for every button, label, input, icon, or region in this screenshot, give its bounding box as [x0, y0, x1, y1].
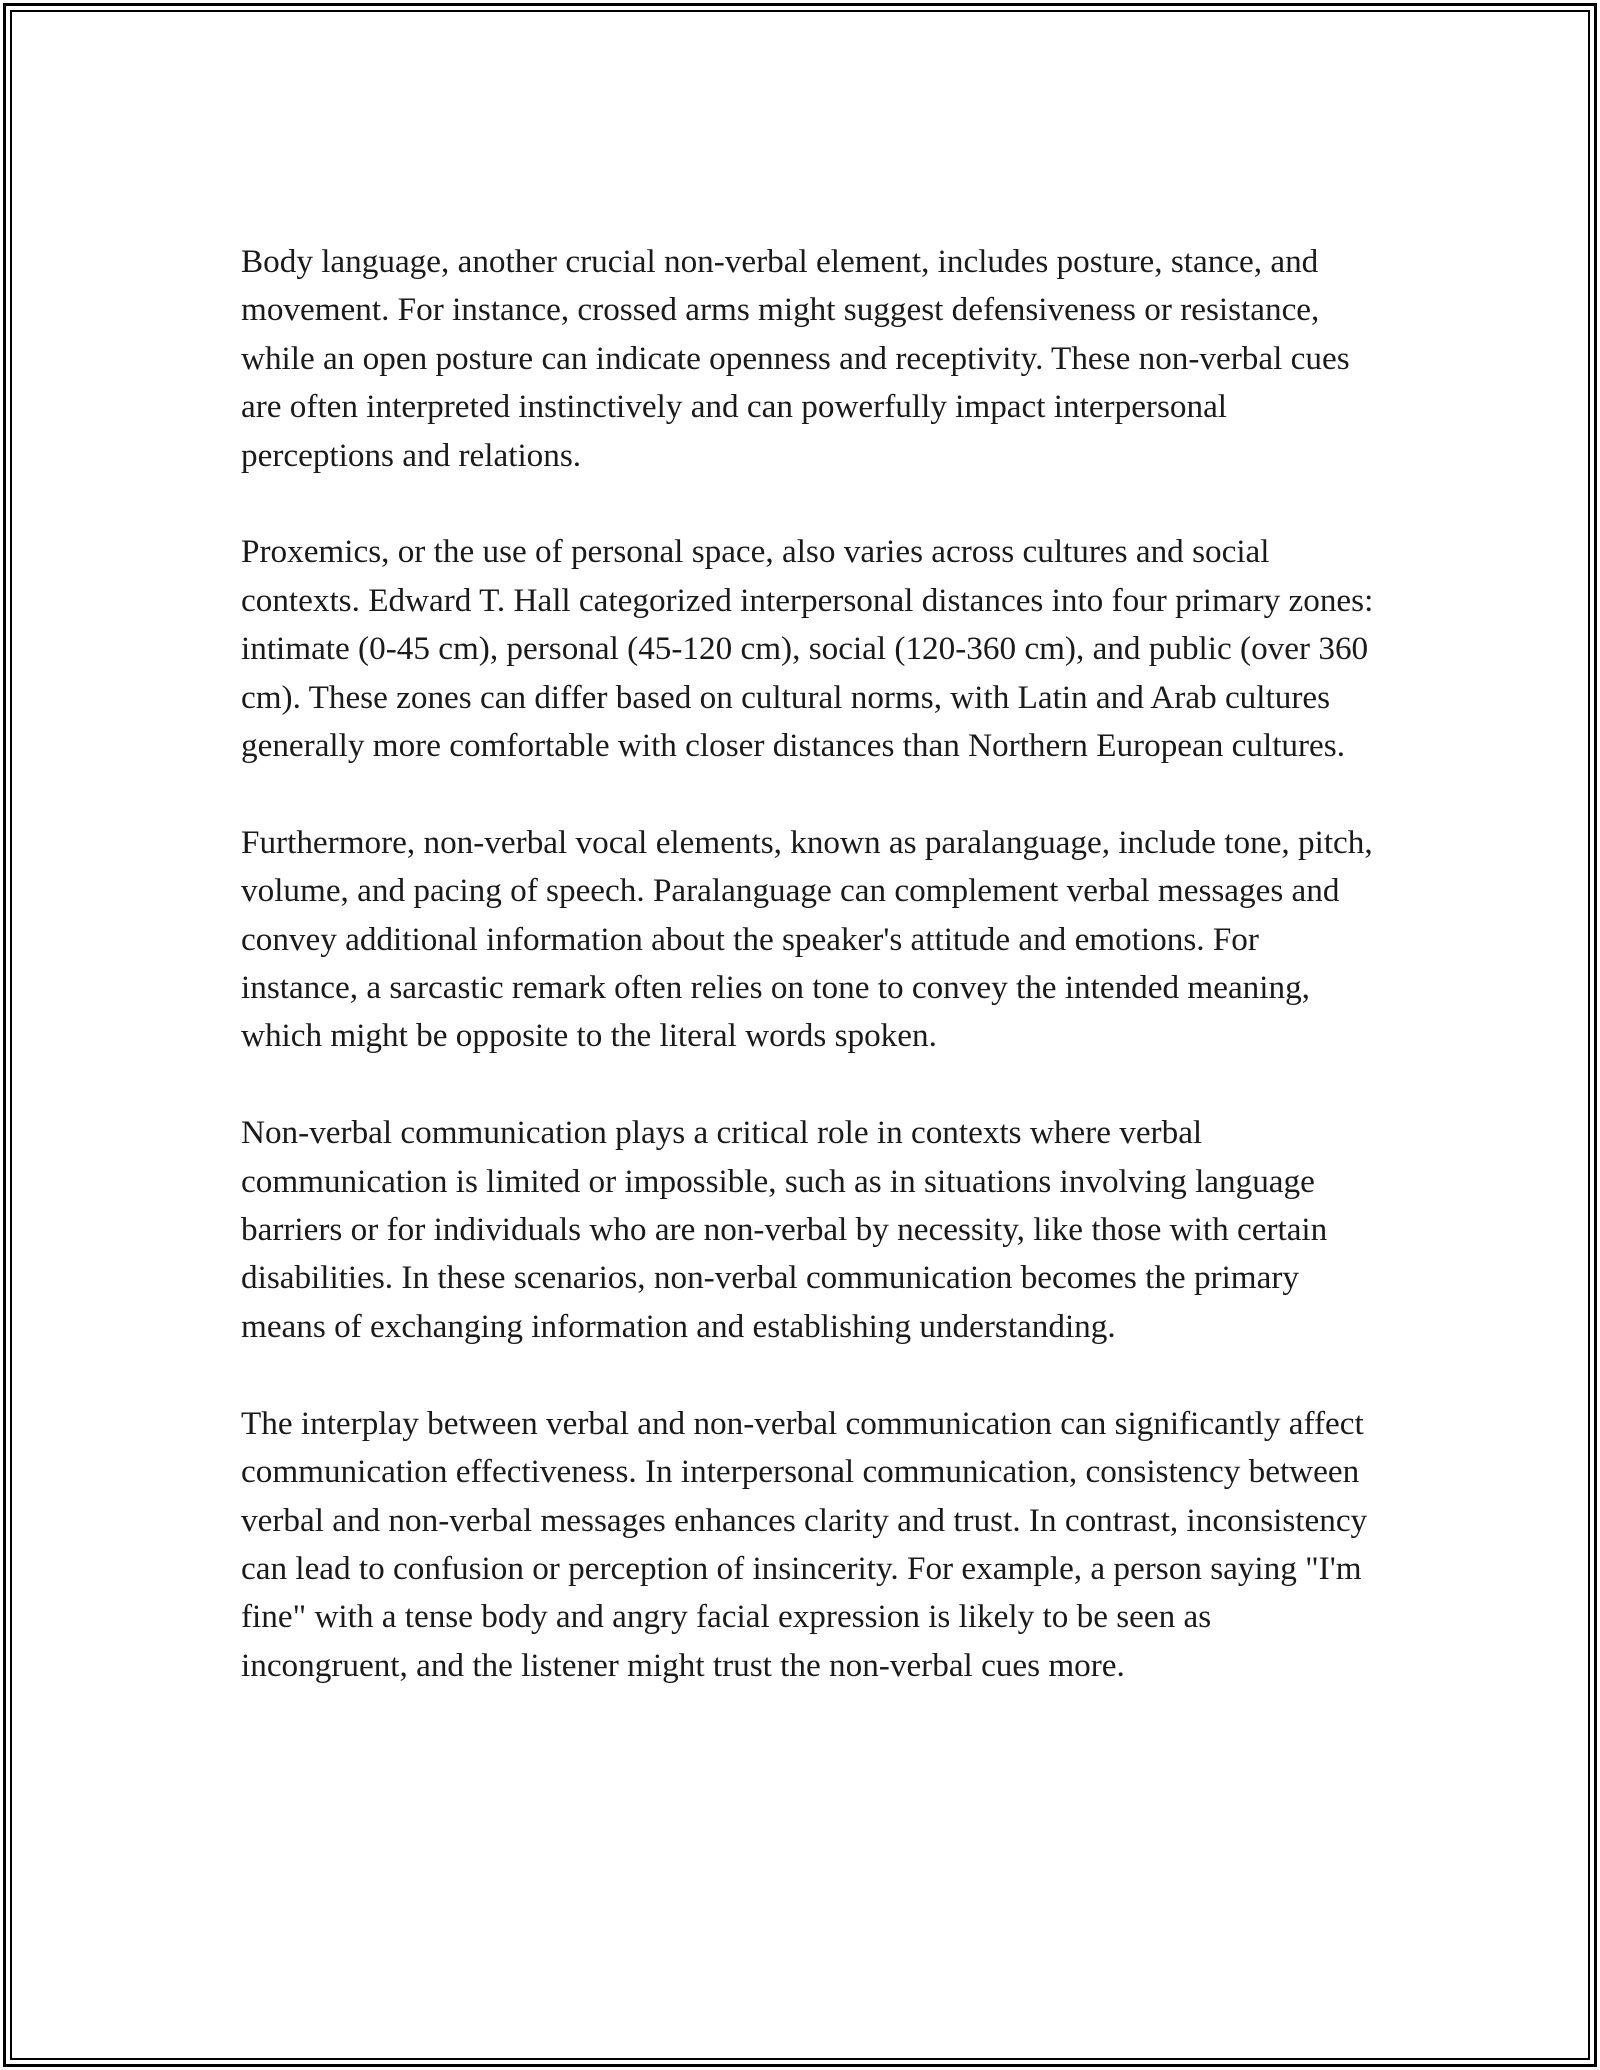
paragraph-proxemics: Proxemics, or the use of personal space, also varies across cultures and social contexts. Edward T. Hall categorized interpersonal distances into four primary zones: intimate (0-45 cm), personal (45-120 cm), social (120-360 cm), and public (over 360 cm). These zones can differ based on cultural norms, with Latin and Arab cultures generally more comfortable with closer distances than Northern European cultures. [241, 533, 1374, 765]
paragraph-body-language: Body language, another crucial non-verbal element, includes posture, stance, and movement. For instance, crossed arms might suggest defensiveness or resistance, while an open posture can indicate openness and receptivity. These non-verbal cues are often interpreted instinctively and can powerfully impact interpersonal perceptions and relations. [241, 243, 1350, 474]
paragraph-paralanguage: Furthermore, non-verbal vocal elements, known as paralanguage, include tone, pitch, volume, and pacing of speech. Paralanguage can complement verbal messages and convey additional information about the speaker's attitude and emotions. For instance, a sarcastic remark often relies on tone to convey the intended meaning, which might be opposite to the literal words spoken. [241, 823, 1373, 1055]
paragraph-limited-verbal-contexts: Non-verbal communication plays a critical role in contexts where verbal communication is limited or impossible, such as in situations involving language barriers or for individuals who are non-verbal by necessity, like those with certain disabilities. In these scenarios, non-verbal communication becomes the primary means of exchanging information and establishing understanding. [241, 1114, 1328, 1345]
page-border [3, 3, 1597, 2067]
paragraph-verbal-nonverbal-interplay: The interplay between verbal and non-verbal communication can significantly affect communication effectiveness. In interpersonal communication, consistency between verbal and non-verbal messages enhances clarity and trust. In contrast, inconsistency can lead to confusion or perception of insincerity. For example, a person saying "I'm fine" with a tense body and angry facial expression is likely to be seen as incongruent, and the listener might trust the non-verbal cues more. [241, 1404, 1368, 1684]
document-body [241, 238, 1381, 1739]
